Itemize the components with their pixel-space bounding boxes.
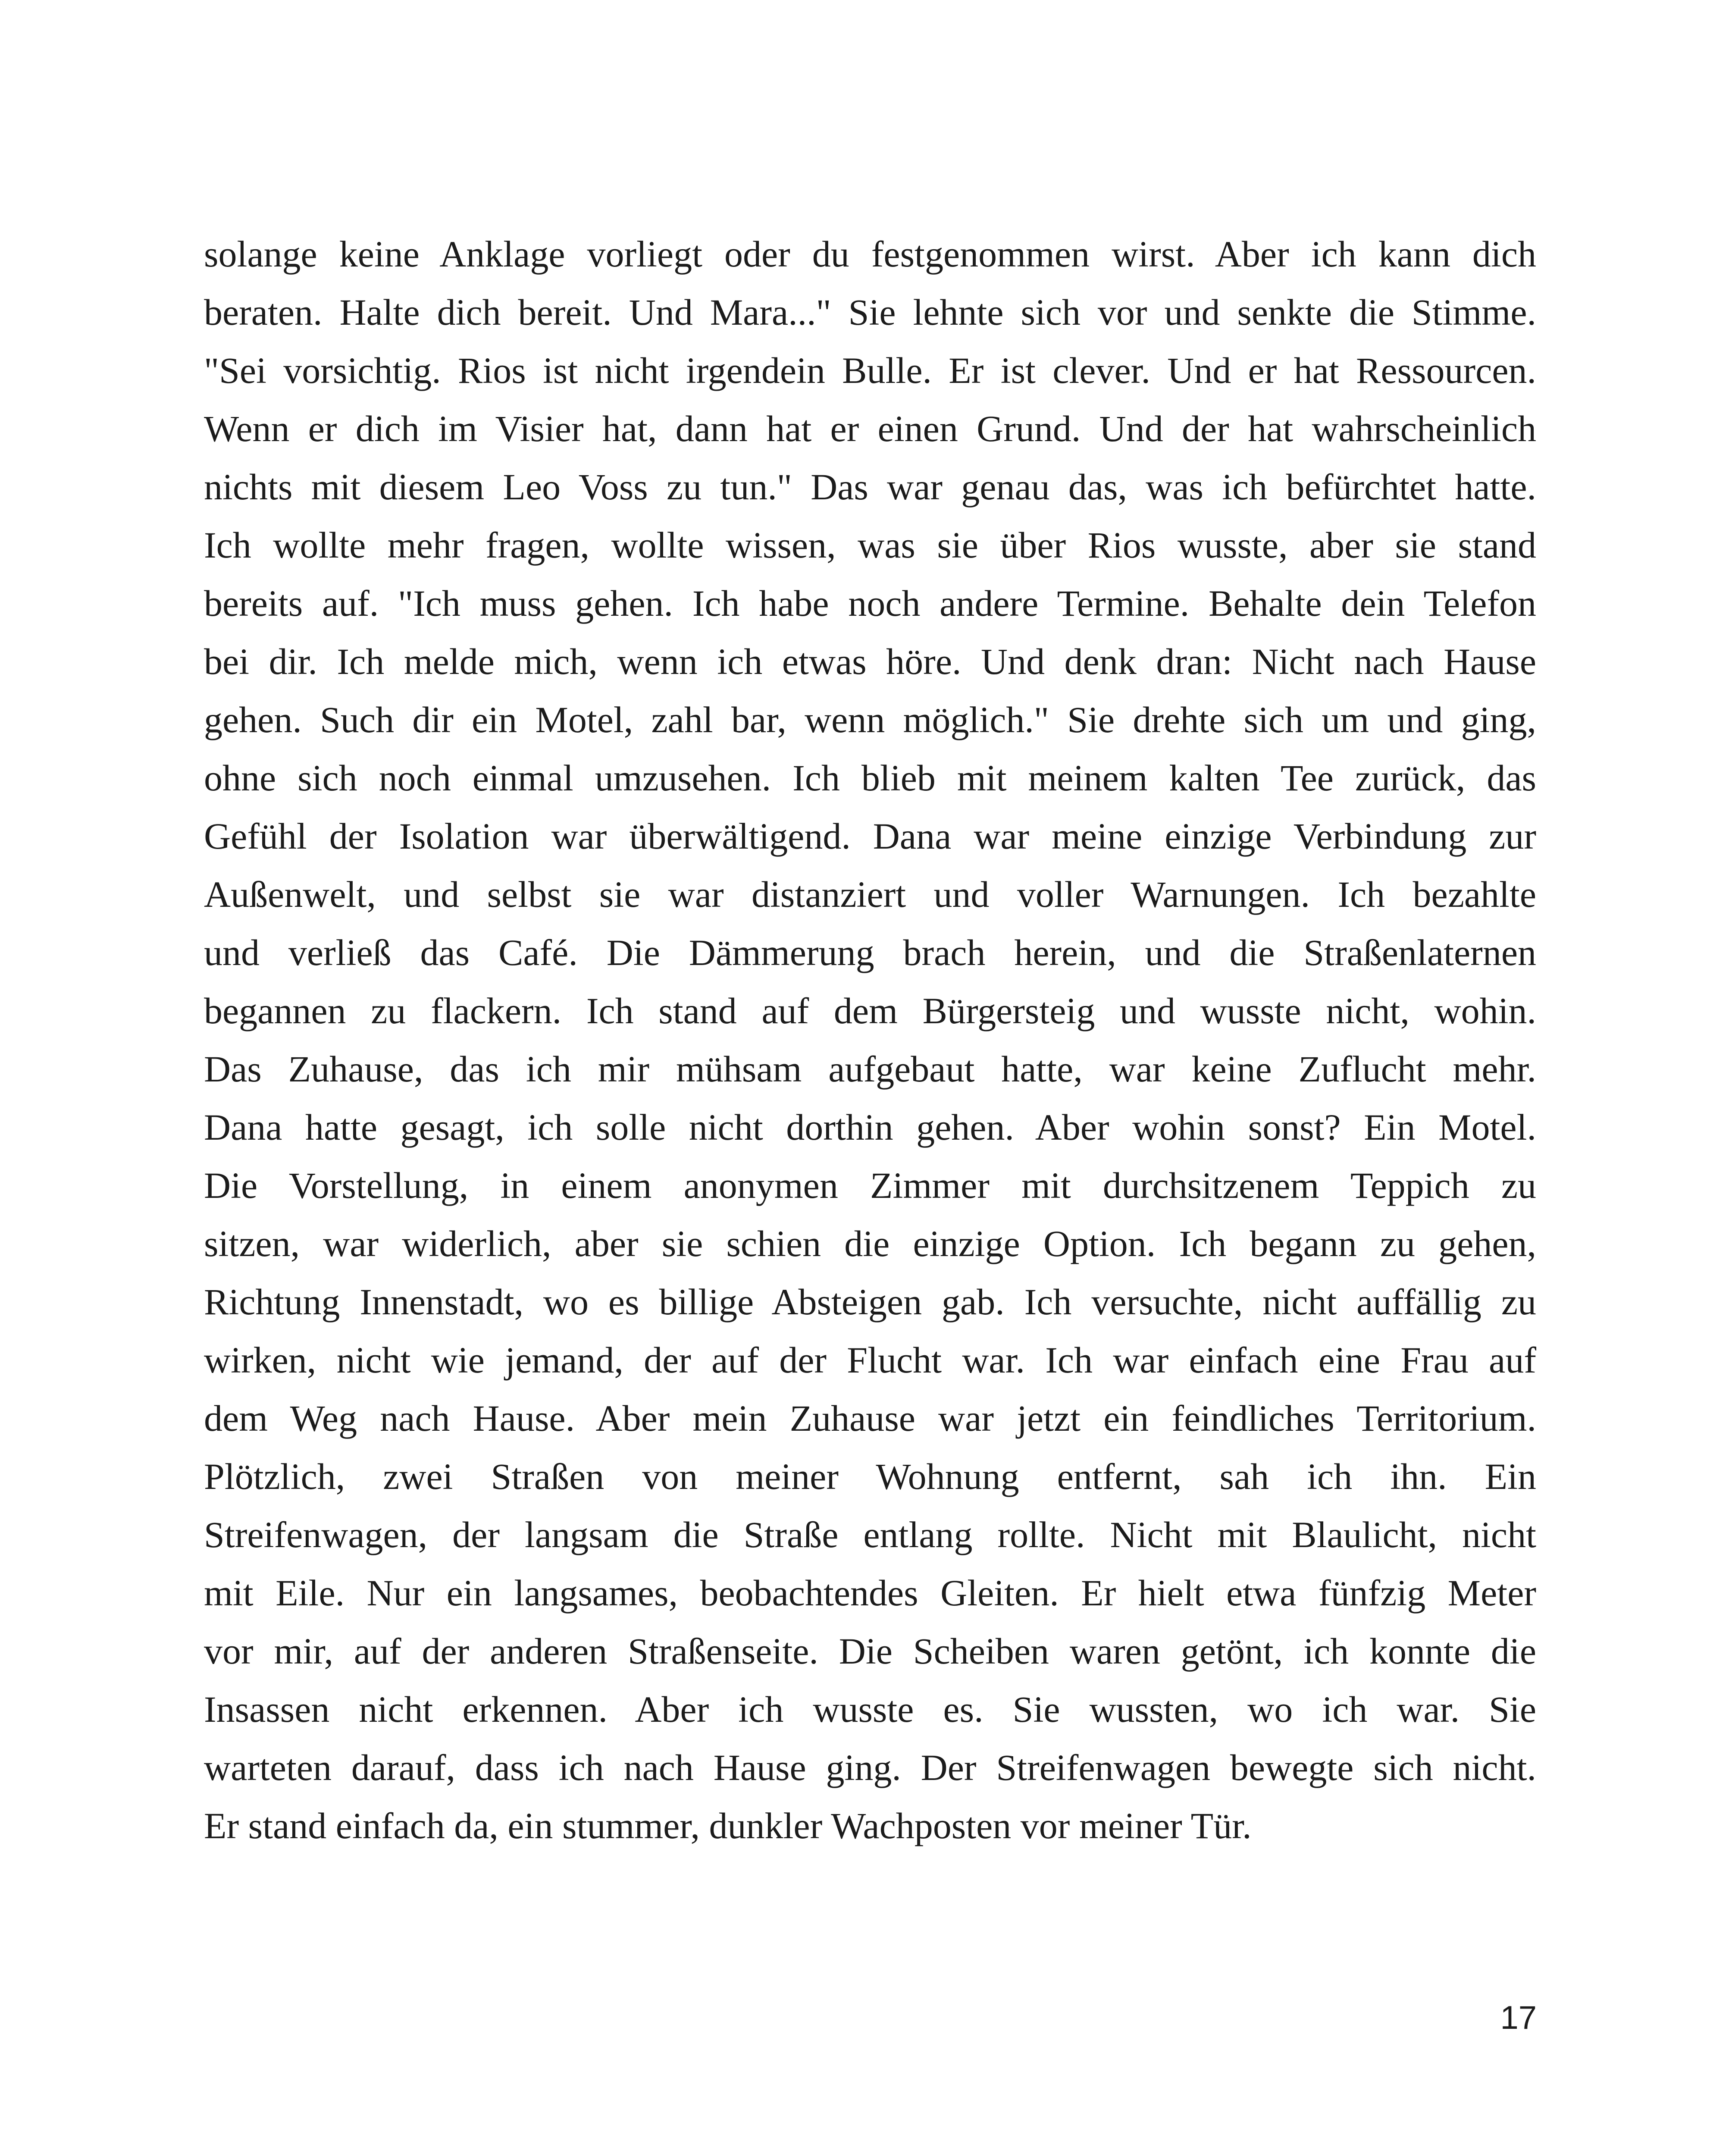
text-line: wirken, nicht wie jemand, der auf der Flucht war. Ich war einfach eine Frau auf [204,1339,1536,1381]
text-line: Außenwelt, und selbst sie war distanziert und voller Warnungen. Ich bezahlte [204,874,1536,915]
text-line: nichts mit diesem Leo Voss zu tun." Das war genau das, was ich befürchtet hatte. [204,466,1536,508]
text-line: beraten. Halte dich bereit. Und Mara..." Sie lehnte sich vor und senkte die Stimme. [204,291,1536,333]
text-line: Plötzlich, zwei Straßen von meiner Wohnung entfernt, sah ich ihn. Ein [204,1456,1536,1497]
body-paragraph [204,225,1536,1855]
text-line: bereits auf. "Ich muss gehen. Ich habe noch andere Termine. Behalte dein Telefon [204,583,1536,624]
text-line: warteten darauf, dass ich nach Hause ging. Der Streifenwagen bewegte sich nicht. [204,1747,1536,1788]
text-line: Streifenwagen, der langsam die Straße entlang rollte. Nicht mit Blaulicht, nicht [204,1514,1536,1555]
page-number: 17 [1500,1999,1537,2036]
text-line: begannen zu flackern. Ich stand auf dem Bürgersteig und wusste nicht, wohin. [204,990,1536,1031]
text-line: Die Vorstellung, in einem anonymen Zimmer mit durchsitzenem Teppich zu [204,1165,1536,1206]
text-line: Er stand einfach da, ein stummer, dunkler Wachposten vor meiner Tür. [204,1805,1252,1846]
text-line: "Sei vorsichtig. Rios ist nicht irgendein Bulle. Er ist clever. Und er hat Ressourcen. [204,350,1536,391]
text-line: Richtung Innenstadt, wo es billige Absteigen gab. Ich versuchte, nicht auffällig zu [204,1281,1536,1322]
text-line: dem Weg nach Hause. Aber mein Zuhause war jetzt ein feindliches Territorium. [204,1398,1536,1439]
text-line: und verließ das Café. Die Dämmerung brach herein, und die Straßenlaternen [204,932,1536,973]
text-line: vor mir, auf der anderen Straßenseite. Die Scheiben waren getönt, ich konnte die [204,1630,1536,1672]
text-line: Ich wollte mehr fragen, wollte wissen, was sie über Rios wusste, aber sie stand [204,524,1536,566]
text-line: Gefühl der Isolation war überwältigend. Dana war meine einzige Verbindung zur [204,815,1536,857]
text-line: gehen. Such dir ein Motel, zahl bar, wenn möglich." Sie drehte sich um und ging, [204,699,1536,740]
text-line: Dana hatte gesagt, ich solle nicht dorthin gehen. Aber wohin sonst? Ein Motel. [204,1106,1536,1148]
text-line: Insassen nicht erkennen. Aber ich wusste es. Sie wussten, wo ich war. Sie [204,1689,1536,1730]
text-line: sitzen, war widerlich, aber sie schien die einzige Option. Ich begann zu gehen, [204,1223,1536,1264]
text-line: Das Zuhause, das ich mir mühsam aufgebaut hatte, war keine Zuflucht mehr. [204,1048,1536,1090]
text-line: mit Eile. Nur ein langsames, beobachtendes Gleiten. Er hielt etwa fünfzig Meter [204,1572,1536,1614]
text-line: solange keine Anklage vorliegt oder du festgenommen wirst. Aber ich kann dich [204,233,1536,275]
text-line: Wenn er dich im Visier hat, dann hat er einen Grund. Und der hat wahrscheinlich [204,408,1536,449]
text-line: ohne sich noch einmal umzusehen. Ich blieb mit meinem kalten Tee zurück, das [204,757,1536,799]
text-line: bei dir. Ich melde mich, wenn ich etwas höre. Und denk dran: Nicht nach Hause [204,641,1536,682]
